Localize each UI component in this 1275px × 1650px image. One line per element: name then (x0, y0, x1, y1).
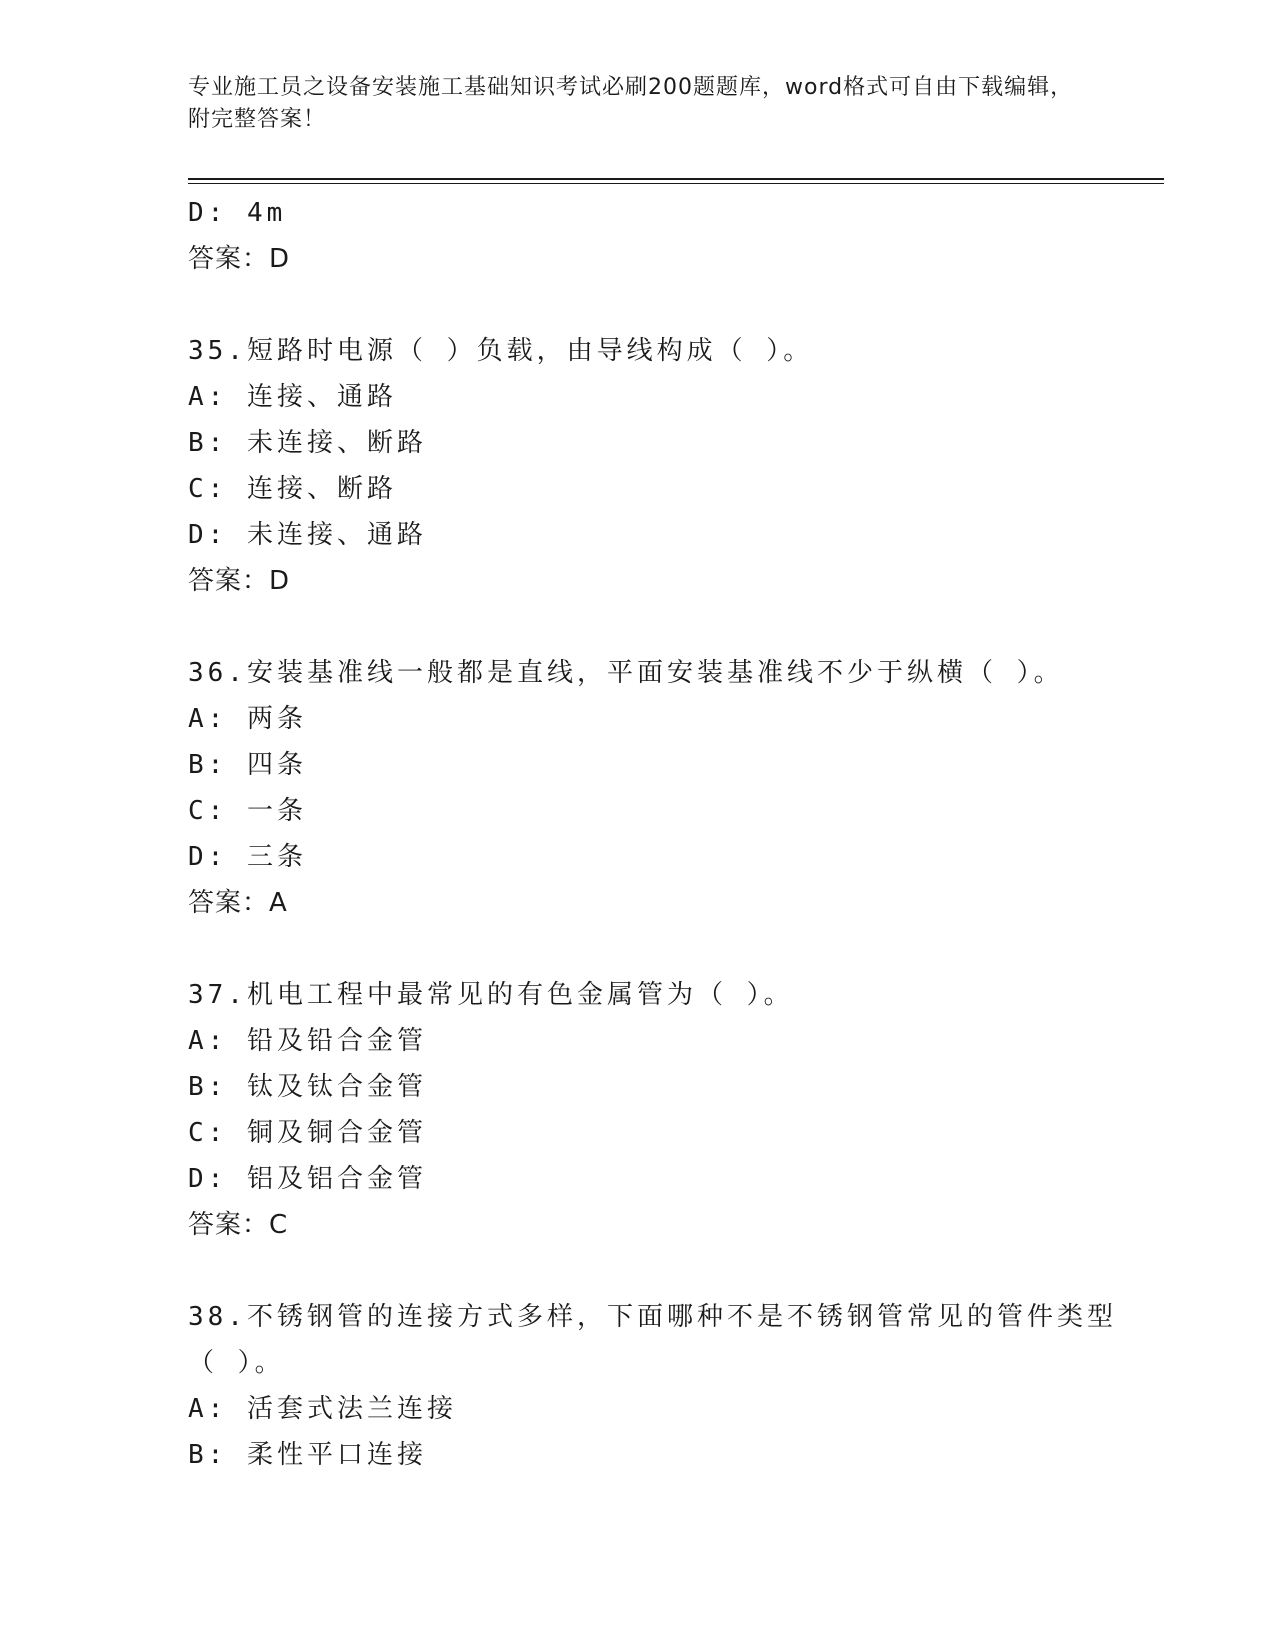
question-35-option-a: A: 连接、通路 (188, 382, 397, 412)
question-35-option-b: B: 未连接、断路 (188, 428, 427, 458)
header-rule-thin (188, 183, 1164, 184)
question-37-option-b: B: 钛及钛合金管 (188, 1072, 427, 1102)
question-36-answer: 答案：A (188, 888, 288, 918)
question-35-answer: 答案：D (188, 566, 291, 596)
question-37-stem: 37.机电工程中最常见的有色金属管为（ ）。 (188, 980, 794, 1010)
document-header: 专业施工员之设备安装施工基础知识考试必刷200题题库，word格式可自由下载编辑，附完整答案！ (188, 75, 1074, 132)
answer: 答案：D (188, 244, 291, 274)
question-38-option-a: A: 活套式法兰连接 (188, 1394, 457, 1424)
question-list (188, 190, 1148, 1478)
question-36-option-b: B: 四条 (188, 750, 307, 780)
option-d: D: 4m (188, 198, 287, 228)
question-37-answer: 答案：C (188, 1210, 289, 1240)
question-38-option-b: B: 柔性平口连接 (188, 1440, 427, 1470)
header-rule-thick (188, 178, 1164, 180)
question-35-option-d: D: 未连接、通路 (188, 520, 427, 550)
question-36-option-c: C: 一条 (188, 796, 307, 826)
question-37-option-d: D: 铝及铝合金管 (188, 1164, 427, 1194)
question-38-stem-line2: （ ）。 (188, 1348, 285, 1378)
question-36-option-d: D: 三条 (188, 842, 307, 872)
question-38-stem-line1: 38.不锈钢管的连接方式多样，下面哪种不是不锈钢管常见的管件类型 (188, 1302, 1117, 1332)
question-37-option-c: C: 铜及铜合金管 (188, 1118, 427, 1148)
question-35-stem: 35.短路时电源（ ）负载，由导线构成（ ）。 (188, 336, 814, 366)
question-37-option-a: A: 铅及铅合金管 (188, 1026, 427, 1056)
question-36-option-a: A: 两条 (188, 704, 307, 734)
question-36-stem: 36.安装基准线一般都是直线，平面安装基准线不少于纵横（ ）。 (188, 658, 1064, 688)
question-35-option-c: C: 连接、断路 (188, 474, 397, 504)
